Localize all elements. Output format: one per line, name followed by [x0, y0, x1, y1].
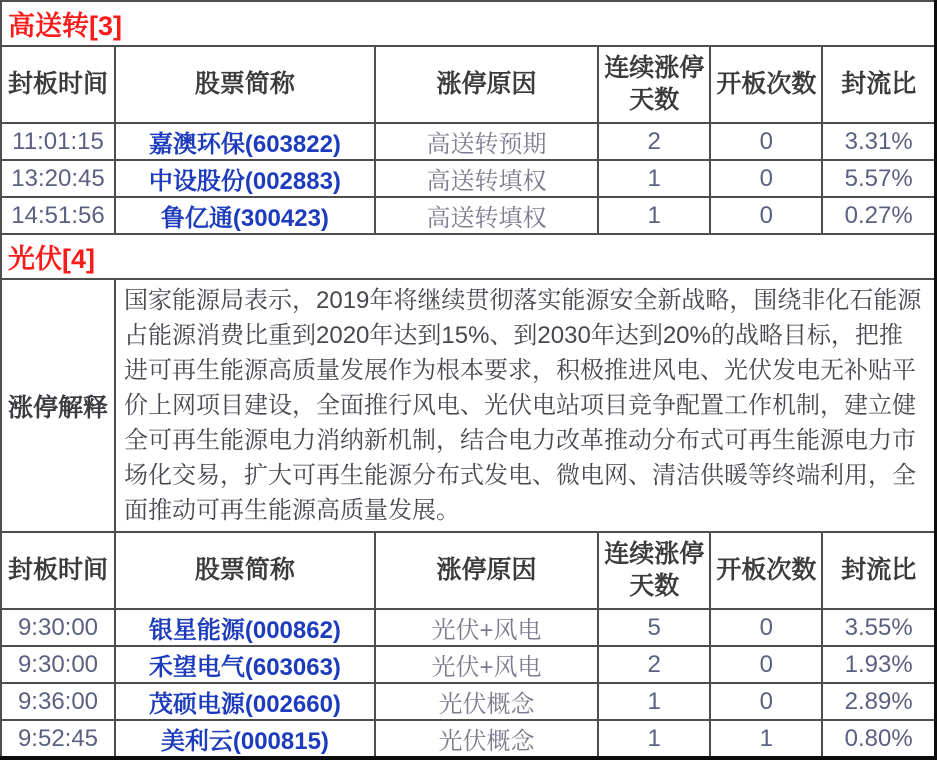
limit-reason-cell: 光伏概念 — [375, 683, 598, 720]
explanation-text: 国家能源局表示，2019年将继续贯彻落实能源安全新战略，围绕非化石能源占能源消费比重到2020年达到15%、到2030年达到20%的战略目标，把推进可再生能源高质量发展作为根本要求，积极推进风电、光伏发电无补贴平价上网项目建设，全面推行风电、光伏电站项目竞争配置工作机制，建立健全可再生能源电力消纳新机制，结合电力改革推动分布式可再生能源电力市场化交易，扩大可再生能源分布式发电、微电网、清洁供暖等终端利用，全面推动可再生能源高质量发展。 — [115, 279, 936, 532]
limit-reason-cell: 光伏+风电 — [375, 646, 598, 683]
open-count-cell: 0 — [710, 683, 822, 720]
stock-name-cell[interactable]: 银星能源(000862) — [115, 609, 375, 646]
open-count-cell: 0 — [710, 609, 822, 646]
table-row — [1, 646, 936, 683]
col-header-consecutive-days: 连续涨停天数 — [598, 532, 710, 609]
limit-reason-cell: 光伏概念 — [375, 720, 598, 758]
table-header-row — [1, 532, 936, 609]
stock-name-cell[interactable]: 中设股份(002883) — [115, 160, 375, 197]
section-title-guangfu: 光伏[4] — [1, 234, 936, 279]
col-header-open-count: 开板次数 — [710, 46, 822, 123]
consecutive-days-cell: 1 — [598, 720, 710, 758]
consecutive-days-cell: 1 — [598, 160, 710, 197]
limit-reason-cell: 高送转填权 — [375, 160, 598, 197]
seal-time-cell: 9:36:00 — [1, 683, 115, 720]
stock-name-cell[interactable]: 鲁亿通(300423) — [115, 197, 375, 234]
col-header-seal-time: 封板时间 — [1, 532, 115, 609]
table-row — [1, 197, 936, 234]
open-count-cell: 0 — [710, 197, 822, 234]
table-row — [1, 720, 936, 758]
section-row-gaosongzhuan — [1, 1, 936, 46]
col-header-seal-ratio: 封流比 — [822, 46, 935, 123]
stock-name-cell[interactable]: 茂硕电源(002660) — [115, 683, 375, 720]
consecutive-days-cell: 1 — [598, 683, 710, 720]
seal-ratio-cell: 0.80% — [822, 720, 935, 758]
seal-time-cell: 13:20:45 — [1, 160, 115, 197]
limit-reason-cell: 光伏+风电 — [375, 609, 598, 646]
seal-ratio-cell: 3.55% — [822, 609, 935, 646]
consecutive-days-cell: 2 — [598, 646, 710, 683]
seal-time-cell: 9:52:45 — [1, 720, 115, 758]
col-header-open-count: 开板次数 — [710, 532, 822, 609]
seal-ratio-cell: 2.89% — [822, 683, 935, 720]
stock-name-cell[interactable]: 美利云(000815) — [115, 720, 375, 758]
section-title-gaosongzhuan: 高送转[3] — [1, 1, 936, 46]
table-row — [1, 123, 936, 160]
table-row — [1, 683, 936, 720]
consecutive-days-cell: 5 — [598, 609, 710, 646]
limit-reason-cell: 高送转预期 — [375, 123, 598, 160]
open-count-cell: 0 — [710, 123, 822, 160]
stock-name-cell[interactable]: 嘉澳环保(603822) — [115, 123, 375, 160]
seal-time-cell: 11:01:15 — [1, 123, 115, 160]
seal-ratio-cell: 1.93% — [822, 646, 935, 683]
consecutive-days-cell: 2 — [598, 123, 710, 160]
seal-ratio-cell: 0.27% — [822, 197, 935, 234]
col-header-stock-name: 股票简称 — [115, 532, 375, 609]
seal-ratio-cell: 3.31% — [822, 123, 935, 160]
explanation-label: 涨停解释 — [1, 279, 115, 532]
open-count-cell: 0 — [710, 160, 822, 197]
seal-time-cell: 14:51:56 — [1, 197, 115, 234]
open-count-cell: 1 — [710, 720, 822, 758]
col-header-limit-reason: 涨停原因 — [375, 532, 598, 609]
stock-name-cell[interactable]: 禾望电气(603063) — [115, 646, 375, 683]
seal-time-cell: 9:30:00 — [1, 609, 115, 646]
limit-reason-cell: 高送转填权 — [375, 197, 598, 234]
col-header-seal-ratio: 封流比 — [822, 532, 935, 609]
col-header-stock-name: 股票简称 — [115, 46, 375, 123]
col-header-consecutive-days: 连续涨停天数 — [598, 46, 710, 123]
col-header-limit-reason: 涨停原因 — [375, 46, 598, 123]
open-count-cell: 0 — [710, 646, 822, 683]
table-row — [1, 609, 936, 646]
col-header-seal-time: 封板时间 — [1, 46, 115, 123]
consecutive-days-cell: 1 — [598, 197, 710, 234]
table-header-row — [1, 46, 936, 123]
explanation-row — [1, 279, 936, 532]
seal-ratio-cell: 5.57% — [822, 160, 935, 197]
section-row-guangfu — [1, 234, 936, 279]
seal-time-cell: 9:30:00 — [1, 646, 115, 683]
table-row — [1, 160, 936, 197]
